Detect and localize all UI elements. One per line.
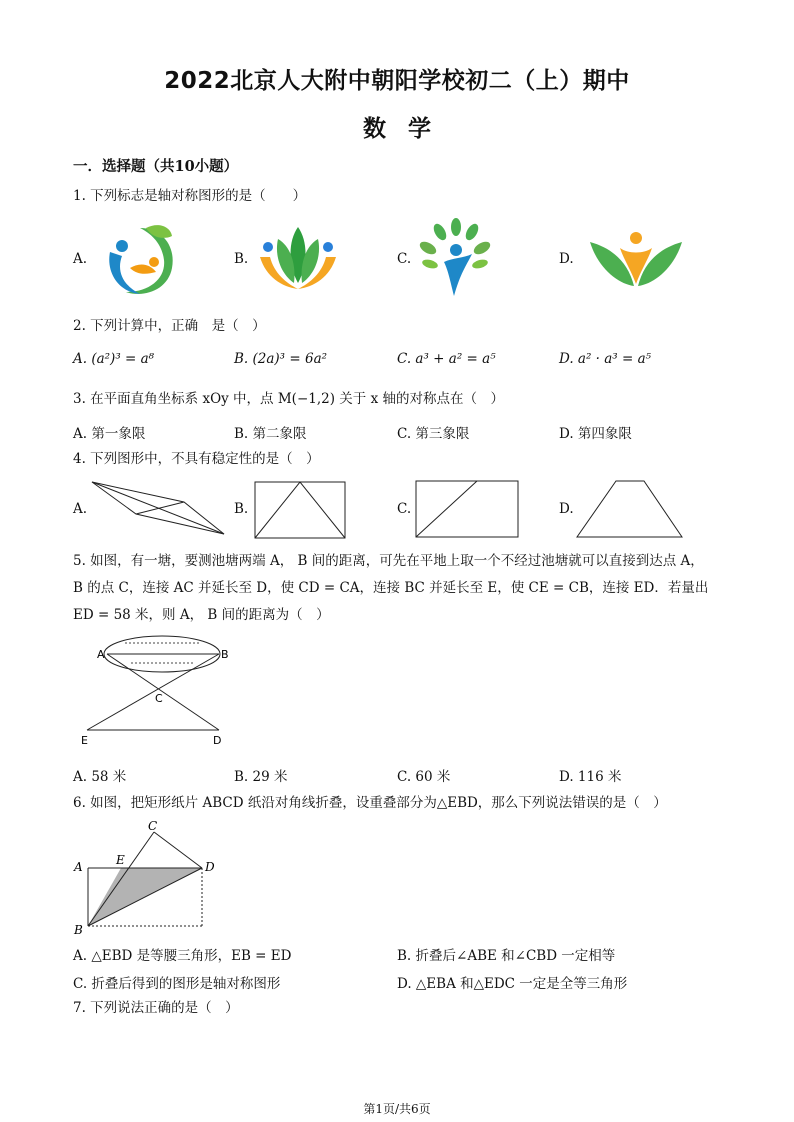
q1-logo-c-image: [416, 218, 492, 298]
q4-figure-a-quadrilateral: [90, 480, 226, 536]
q2-option-a: A. (a²)³ = a⁸: [73, 351, 155, 367]
q4-figure-d-trapezoid: [576, 480, 684, 538]
q1-label-d: D.: [559, 251, 574, 267]
q5-label-a: A: [97, 648, 105, 661]
q2-stem: 2. 下列计算中，正确 是（ ）: [73, 318, 266, 334]
q3-option-a: A. 第一象限: [73, 426, 146, 442]
q7-stem: 7. 下列说法正确的是（ ）: [73, 1000, 239, 1016]
q1-logo-b-image: [256, 225, 340, 293]
q1-label-c: C.: [397, 251, 412, 267]
q5-option-b: B. 29 米: [234, 769, 288, 785]
q4-label-d: D.: [559, 501, 574, 517]
q1-stem: 1. 下列标志是轴对称图形的是（ ）: [73, 188, 307, 204]
q4-label-a: A.: [73, 501, 88, 517]
q6-fold-figure: [72, 818, 222, 936]
q5-option-c: C. 60 米: [397, 769, 451, 785]
q3-option-d: D. 第四象限: [559, 426, 632, 442]
q6-stem: 6. 如图，把矩形纸片 ABCD 纸沿对角线折叠，设重叠部分为△EBD，那么下列说法错误的是（ ）: [73, 795, 667, 811]
q5-pond-figure: [81, 630, 235, 750]
q2-option-c: C. a³ + a² = a⁵: [397, 351, 496, 367]
q5-line-2: B 的点 C，连接 AC 并延长至 D，使 CD = CA，连接 BC 并延长至 E，使 CE = CB，连接 ED．若量出: [73, 580, 709, 596]
q4-stem: 4. 下列图形中，不具有稳定性的是（ ）: [73, 451, 320, 467]
q5-line-1: 5. 如图，有一塘，要测池塘两端 A， B 间的距离，可先在平地上取一个不经过池塘就可以直接到达点 A，: [73, 553, 704, 569]
q6-label-c: C: [148, 819, 158, 833]
q3-stem: 3. 在平面直角坐标系 xOy 中，点 M(−1,2) 关于 x 轴的对称点在（ ）: [73, 391, 504, 407]
q6-option-d: D. △EBA 和△EDC 一定是全等三角形: [397, 976, 628, 992]
q1-logo-d-image: [588, 228, 684, 290]
q4-figure-b-rectangle-triangle: [254, 481, 348, 539]
q4-label-c: C.: [397, 501, 412, 517]
q5-label-c: C: [155, 692, 163, 705]
q5-option-a: A. 58 米: [73, 769, 127, 785]
q4-label-b: B.: [234, 501, 249, 517]
q3-option-c: C. 第三象限: [397, 426, 470, 442]
q6-label-b: B: [74, 923, 83, 937]
q4-figure-c-rectangle-diagonal: [415, 480, 521, 538]
q5-line-3: ED = 58 米，则 A， B 间的距离为（ ）: [73, 607, 330, 623]
subject-title: 数学: [363, 116, 453, 142]
q6-label-e: E: [116, 853, 125, 867]
page-footer: 第1页/共6页: [363, 1102, 431, 1116]
q3-option-b: B. 第二象限: [234, 426, 307, 442]
q2-option-d: D. a² · a³ = a⁵: [559, 351, 652, 367]
q5-label-d: D: [213, 734, 222, 747]
q6-label-a: A: [74, 860, 83, 874]
q5-label-e: E: [81, 734, 88, 747]
page-title: 2022北京人大附中朝阳学校初二（上）期中: [164, 68, 630, 94]
q6-label-d: D: [205, 860, 215, 874]
q6-option-a: A. △EBD 是等腰三角形，EB = ED: [73, 948, 292, 964]
q5-option-d: D. 116 米: [559, 769, 622, 785]
q5-label-b: B: [221, 648, 229, 661]
q6-option-c: C. 折叠后得到的图形是轴对称图形: [73, 976, 281, 992]
q1-label-b: B.: [234, 251, 249, 267]
q2-option-b: B. (2a)³ = 6a²: [234, 351, 328, 367]
section-heading: 一．选择题（共10小题）: [73, 158, 239, 175]
q1-label-a: A.: [73, 251, 88, 267]
q6-option-b: B. 折叠后∠ABE 和∠CBD 一定相等: [397, 948, 616, 964]
q1-logo-a-image: [100, 222, 178, 300]
